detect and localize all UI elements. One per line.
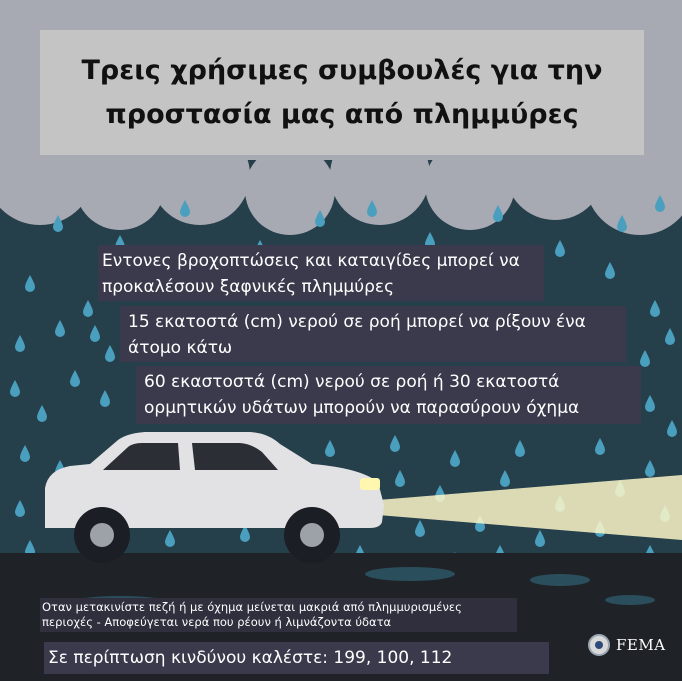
rain-drop — [390, 435, 400, 452]
rain-drop — [650, 300, 660, 317]
rain-drop — [395, 470, 405, 487]
rain-drop — [105, 345, 115, 362]
rain-drop — [25, 275, 35, 292]
rain-drop — [37, 405, 47, 422]
note-line: Οταν μετακινίστε πεζή ή με όχημα μείνεται μακριά από πλημμυρισμένες — [42, 600, 462, 614]
rain-drop — [55, 320, 65, 337]
tip-line: Εντονες βροχοπτώσεις και καταιγίδες μπορεί να — [102, 251, 520, 271]
rain-drop — [450, 450, 460, 467]
rain-drop — [500, 470, 510, 487]
emergency-numbers: Σε περίπτωση κινδύνου καλέστε: 199, 100, 112 — [44, 642, 549, 674]
rain-drop — [165, 530, 175, 547]
rain-drop — [10, 380, 20, 397]
tip-line: προκαλέσουν ξαφνικές πλημμύρες — [102, 277, 395, 297]
tip-line: ορμητικών υδάτων μπορούν να παρασύρουν όχημα — [144, 398, 580, 418]
rain-drop — [15, 500, 25, 517]
rain-drop — [100, 390, 110, 407]
tip-heavy-rain — [98, 245, 544, 301]
fema-logo — [588, 630, 670, 660]
fema-seal-icon — [588, 634, 610, 656]
tip-line: 60 εκαστοστά (cm) νερού σε ροή ή 30 εκατοστά — [144, 372, 560, 392]
rain-drop — [325, 440, 335, 457]
rain-drop — [70, 370, 80, 387]
rain-drop — [15, 335, 25, 352]
poster-title — [40, 30, 644, 155]
rain-drop — [90, 325, 100, 342]
travel-note — [40, 598, 517, 632]
tip-line: άτομο κάτω — [128, 338, 233, 358]
note-line: περιοχές - Αποφεύγεται νερά που ρέουν ή λιμνάζοντα ύδατα — [42, 615, 392, 629]
title-line-2: προστασία μας από πλημμύρες — [105, 98, 579, 130]
rain-drop — [20, 445, 30, 462]
rain-drop — [640, 350, 650, 367]
rain-drop — [555, 240, 565, 257]
rain-drop — [605, 262, 615, 279]
tip-15cm-water — [120, 306, 626, 362]
rain-drop — [83, 300, 93, 317]
rain-drop — [645, 395, 655, 412]
rain-drop — [645, 460, 655, 477]
title-line-1: Τρεις χρήσιμες συμβουλές για την — [81, 54, 603, 86]
rain-drop — [535, 530, 545, 547]
tip-60cm-water — [136, 366, 641, 424]
rain-drop — [667, 420, 677, 437]
rain-drop — [665, 328, 675, 345]
fema-logo-text: FEMA — [616, 636, 666, 654]
rain-drop — [515, 440, 525, 457]
rain-drop — [415, 520, 425, 537]
rain-drop — [595, 438, 605, 455]
tip-line: 15 εκατοστά (cm) νερού σε ροή μπορεί να ρίξουν ένα — [128, 312, 586, 332]
